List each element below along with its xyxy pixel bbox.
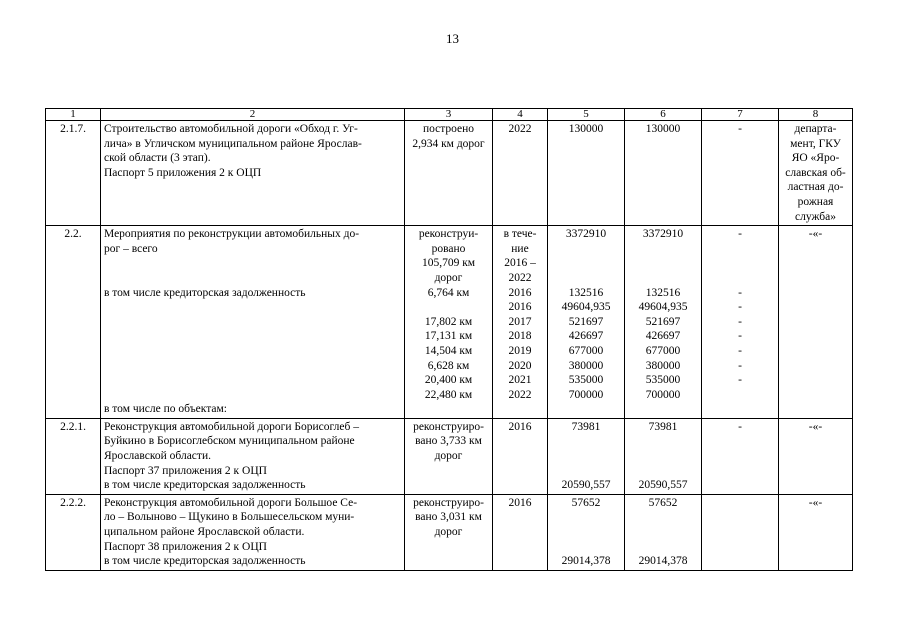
col7-cell: -: [702, 121, 779, 226]
row-number: 2.2.: [46, 226, 101, 419]
amount-cell: 130000: [625, 121, 702, 226]
header-cell: 8: [779, 109, 853, 121]
header-cell: 5: [548, 109, 625, 121]
amount-cell: 130000: [548, 121, 625, 226]
page-number: 13: [446, 31, 459, 46]
header-cell: 3: [405, 109, 493, 121]
row-description: Реконструкция автомобильной дороги Борисоглеб – Буйкино в Борисоглебском муниципальном районе Ярославской области. Паспорт 37 приложения 2 к ОЦП в том числе кредиторская задолженность: [101, 418, 405, 494]
row-number: 2.1.7.: [46, 121, 101, 226]
row-description: Реконструкция автомобильной дороги Большое Се- ло – Волыново – Щукино в Большесельском муни- ципальном районе Ярославской области. Паспорт 38 приложения 2 к ОЦП в том числе кредиторская задолженность: [101, 494, 405, 570]
row-number: 2.2.1.: [46, 418, 101, 494]
col7-cell: -: [702, 418, 779, 494]
year-cell: 2016: [493, 418, 548, 494]
header-row: [46, 109, 853, 121]
header-cell: 4: [493, 109, 548, 121]
executor-cell: -«-: [779, 226, 853, 419]
table-row: [46, 226, 853, 419]
result-cell: построено 2,934 км дорог: [405, 121, 493, 226]
table-row: [46, 418, 853, 494]
result-cell: реконструи- ровано 105,709 км дорог 6,764 км 17,802 км 17,131 км 14,504 км 6,628 км 20,400 км 22,480 км: [405, 226, 493, 419]
program-table: [45, 108, 853, 571]
result-cell: реконструиро- вано 3,031 км дорог: [405, 494, 493, 570]
amount-cell: 57652 29014,378: [548, 494, 625, 570]
col7-cell: - - - - - - - -: [702, 226, 779, 419]
amount-cell: 73981 20590,557: [548, 418, 625, 494]
executor-cell: департа- мент, ГКУ ЯО «Яро- славская об- ластная до- рожная служба»: [779, 121, 853, 226]
col7-cell: [702, 494, 779, 570]
result-cell: реконструиро- вано 3,733 км дорог: [405, 418, 493, 494]
year-cell: в тече- ние 2016 – 2022 2016 2016 2017 2018 2019 2020 2021 2022: [493, 226, 548, 419]
year-cell: 2022: [493, 121, 548, 226]
table-row: [46, 121, 853, 226]
row-number: 2.2.2.: [46, 494, 101, 570]
amount-cell: 3372910 132516 49604,935 521697 426697 677000 380000 535000 700000: [625, 226, 702, 419]
year-cell: 2016: [493, 494, 548, 570]
header-cell: 6: [625, 109, 702, 121]
table-row: [46, 494, 853, 570]
row-description: Строительство автомобильной дороги «Обход г. Уг- лича» в Угличском муниципальном районе Ярослав- ской области (3 этап). Паспорт 5 приложения 2 к ОЦП: [101, 121, 405, 226]
header-cell: 1: [46, 109, 101, 121]
amount-cell: 3372910 132516 49604,935 521697 426697 677000 380000 535000 700000: [548, 226, 625, 419]
row-description: Мероприятия по реконструкции автомобильных до- рог – всего в том числе кредиторская задолженность в том числе по объектам:: [101, 226, 405, 419]
amount-cell: 73981 20590,557: [625, 418, 702, 494]
header-cell: 2: [101, 109, 405, 121]
amount-cell: 57652 29014,378: [625, 494, 702, 570]
executor-cell: -«-: [779, 418, 853, 494]
executor-cell: -«-: [779, 494, 853, 570]
header-cell: 7: [702, 109, 779, 121]
